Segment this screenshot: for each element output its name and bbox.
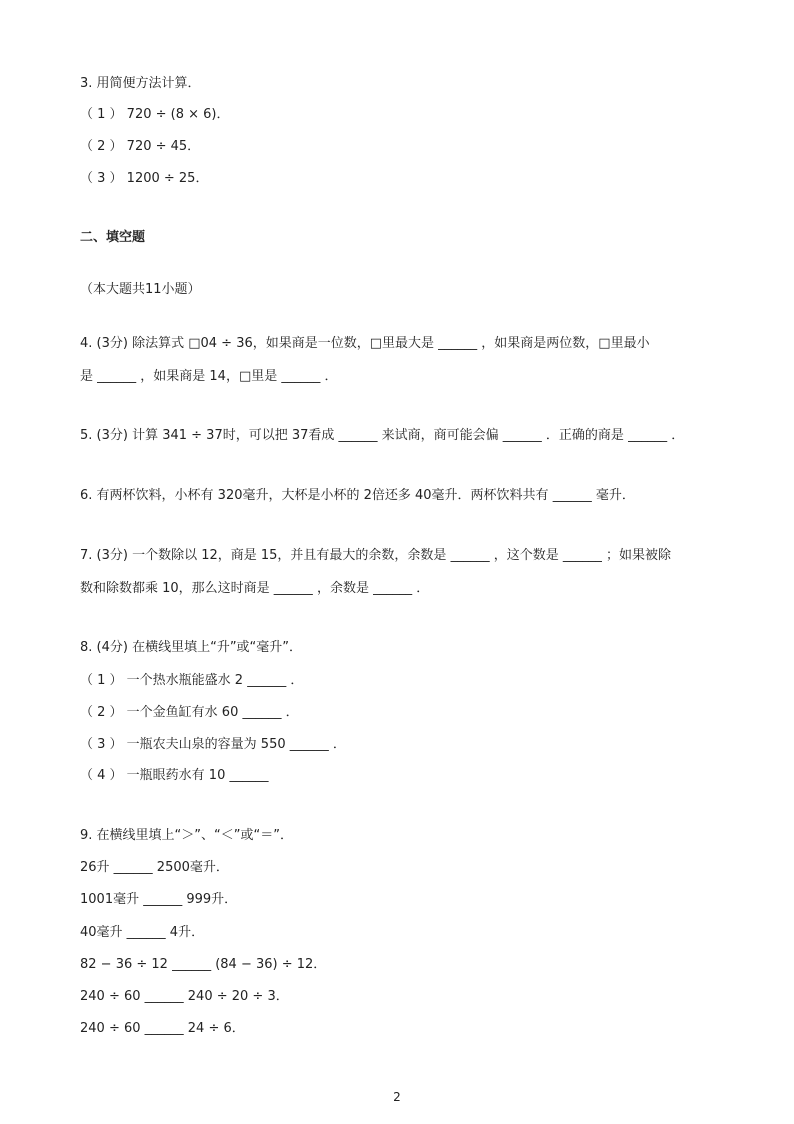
question-3-item-2: （ 2 ） 720 ÷ 45． — [80, 139, 201, 154]
question-8-item-4: （ 4 ） 一瓶眼药水有 10 ______ — [80, 768, 269, 783]
question-9-item-5: 240 ÷ 60 ______ 240 ÷ 20 ÷ 3． — [80, 989, 289, 1004]
question-9-item-2: 1001毫升 ______ 999升． — [80, 892, 238, 907]
question-5: 5. (3分) 计算 341 ÷ 37时，可以把 37看成 ______ 来试商，商可能会偏 ______ ．正确的商是 ______ ． — [80, 428, 685, 443]
question-4-line-1: 4. (3分) 除法算式 □04 ÷ 36，如果商是一位数，□里最大是 ______ ，如果商是两位数，□里最小 — [80, 336, 650, 351]
question-6: 6. 有两杯饮料，小杯有 320毫升，大杯是小杯的 2倍还多 40毫升．两杯饮料共有 ______ 毫升． — [80, 488, 635, 503]
question-4-line-2: 是 ______ ，如果商是 14，□里是 ______ ． — [80, 369, 338, 384]
question-3-item-3: （ 3 ） 1200 ÷ 25． — [80, 171, 209, 186]
page-number: 2 — [393, 1090, 401, 1104]
question-8-item-2: （ 2 ） 一个金鱼缸有水 60 ______ ． — [80, 705, 299, 720]
question-8-title: 8. (4分) 在横线里填上“升”或“毫升”． — [80, 640, 303, 655]
question-9-item-4: 82 − 36 ÷ 12 ______ (84 − 36) ÷ 12． — [80, 957, 327, 972]
question-9-title: 9. 在横线里填上“＞”、“＜”或“＝”． — [80, 828, 293, 843]
question-9-item-1: 26升 ______ 2500毫升． — [80, 860, 229, 875]
question-9-item-6: 240 ÷ 60 ______ 24 ÷ 6． — [80, 1021, 245, 1036]
question-9-item-3: 40毫升 ______ 4升． — [80, 925, 205, 940]
question-8-item-3: （ 3 ） 一瓶农夫山泉的容量为 550 ______ ． — [80, 737, 346, 752]
question-7-line-1: 7. (3分) 一个数除以 12，商是 15，并且有最大的余数，余数是 ______ ，这个数是 ______ ；如果被除 — [80, 548, 671, 563]
question-3-item-1: （ 1 ） 720 ÷ (8 × 6)． — [80, 107, 230, 122]
section-title: 二、填空题 — [80, 230, 146, 245]
section-note: （本大题共11小题） — [80, 282, 201, 297]
question-8-item-1: （ 1 ） 一个热水瓶能盛水 2 ______ ． — [80, 673, 304, 688]
question-3-title: 3. 用简便方法计算． — [80, 76, 201, 91]
question-7-line-2: 数和除数都乘 10，那么这时商是 ______ ，余数是 ______ ． — [80, 581, 430, 596]
